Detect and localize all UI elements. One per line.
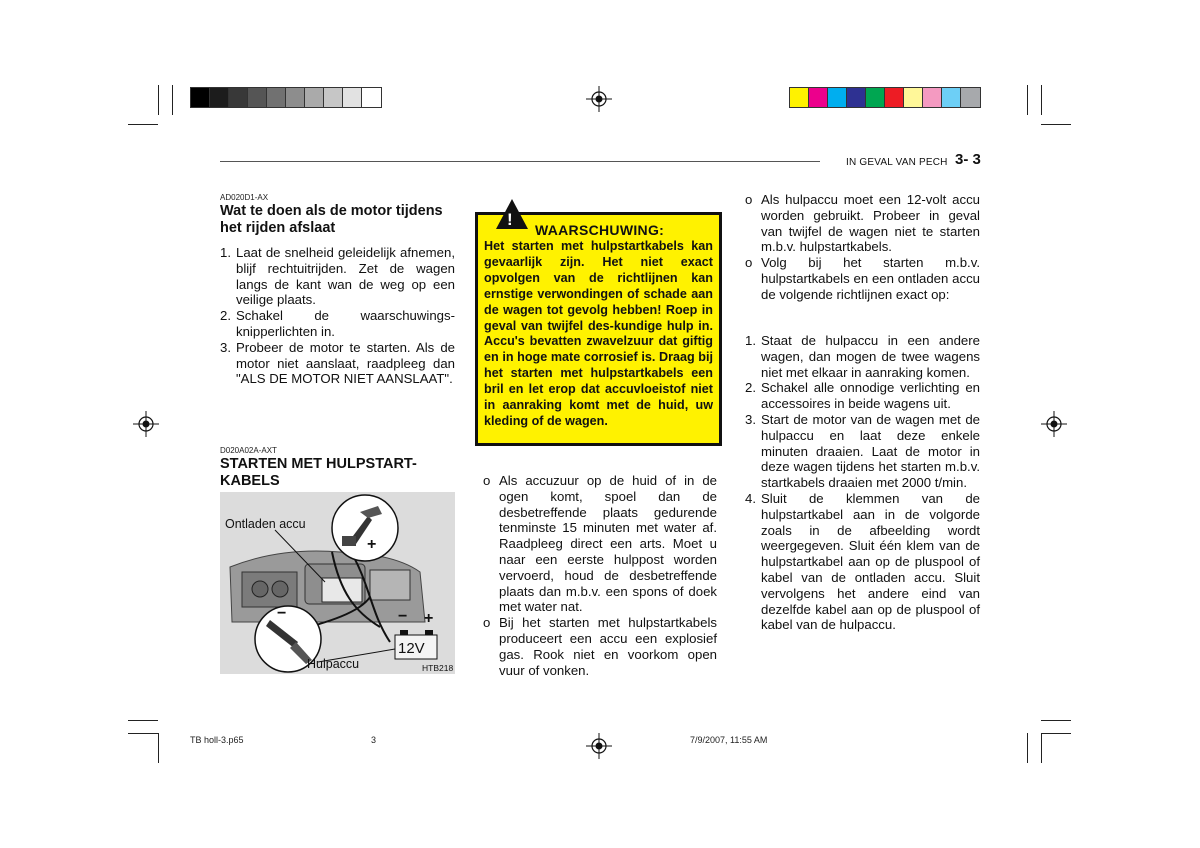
crop-mark [158,733,159,763]
registration-mark-icon [586,733,612,759]
list-item [745,380,980,412]
crop-mark [128,720,158,721]
crop-mark [1041,720,1071,721]
precaution-bullets [745,192,980,303]
list-item [483,473,717,615]
color-swatch [923,88,942,107]
step-text: Staat de hulpaccu in een andere wagen, dan mogen de twee wagens niet met elkaar in aanraking komen. [761,333,980,380]
gray-swatch [229,88,248,107]
gray-swatch [362,88,381,107]
bullet-mark: o [745,192,753,207]
voltage-label: 12V [398,640,425,657]
warning-box [475,212,722,446]
bullet-text: Volg bij het starten m.b.v. hulpstartkabels en een ontladen accu de volgende richtlijnen exact op: [761,255,980,302]
crop-mark [1041,124,1071,125]
step-text: Probeer de motor te starten. Als de motor niet aanslaat, raadpleeg dan "ALS DE MOTOR NIET AANSLAAT". [236,339,455,387]
plus-terminal-label: + [367,536,377,553]
header-rule [220,161,820,162]
bullet-text: Bij het starten met hulpstartkabels produceert een accu een explosief gas. Rook niet en voorkom open vuur of vonken. [499,615,717,678]
step-text: Sluit de klemmen van de hulpstartkabel aan in de volgorde zoals in de afbeelding wordt weergegeven. Sluit één klem van de hulpstartkabel aan op de pluspool of kabel van de ontladen accu. Sluit vervolgens het andere eind van dezelfde kabel aan op de pluspool of kabel van de hulpaccu. [761,490,980,633]
step-text: Start de motor van de wagen met de hulpaccu en laat deze enkele minuten draaien. Laat de motor in deze wagen tijdens het starten m.b.v. startkabels draaien met 2000 t/min. [761,411,980,491]
helper-minus-label: − [398,608,408,625]
section-code: AD020D1-AX [220,193,269,202]
footer-page: 3 [371,735,377,745]
jump-start-steps [745,333,980,633]
gray-swatch [343,88,362,107]
color-swatch [942,88,961,107]
section-title: IN GEVAL VAN PECH [846,157,948,168]
step-number: 2. [745,380,756,396]
list-item [745,412,980,491]
minus-terminal-label: − [277,605,287,622]
crop-mark [128,733,158,734]
steps-list [220,245,455,387]
warning-title: WAARSCHUWING: [535,222,665,238]
crop-mark [1041,85,1042,115]
step-text: Schakel de waarschuwings-knipperlichten in. [236,308,455,339]
section-heading: STARTEN MET HULPSTART-KABELS [220,456,417,489]
gray-swatch [305,88,324,107]
bullet-text: Als hulpaccu moet een 12-volt accu worden gebruikt. Probeer in geval van twijfel de wagen niet te starten m.b.v. hulpstartkabels. [761,192,980,255]
step-number: 4. [745,490,756,506]
gray-swatch [191,88,210,107]
jump-start-illustration [220,492,455,674]
section-heading: Wat te doen als de motor tijdens het rijden afslaat [220,203,443,236]
registration-mark-icon [1041,411,1067,437]
acid-bullets [483,473,717,678]
step-text: Schakel alle onnodige verlichting en accessoires in beide wagens uit. [761,380,980,412]
helper-plus-label: + [424,610,434,627]
step-number: 3. [745,411,756,427]
color-swatch [790,88,809,107]
step-number: 2. [220,308,231,324]
list-item [745,255,980,302]
color-swatch [885,88,904,107]
crop-mark [1041,733,1042,763]
step-number: 1. [220,245,231,260]
list-item [220,245,455,308]
footer-filename: TB holl-3.p65 [190,735,244,745]
bullet-text: Als accuzuur op de huid of in de ogen komt, spoel dan de desbetreffende plaats gedurende tenminste 15 minuten met water af. Raadpleeg direct een arts. Moet u naar een eerste hulppost worden vervoerd, houd de desbetreffende plaats dan m.b.v. een spons of doek met water nat. [499,473,717,615]
list-item [220,340,455,387]
step-text: Laat de snelheid geleidelijk afnemen, blijf rechtuitrijden. Zet de wagen langs de kant wan de weg op een veilige plaats. [236,245,455,308]
list-item [745,192,980,255]
figure-code: HTB218 [422,663,454,673]
list-item [483,615,717,678]
gray-swatch [324,88,343,107]
step-number: 3. [220,339,231,355]
crop-mark [1041,733,1071,734]
color-swatch [828,88,847,107]
footer-timestamp: 7/9/2007, 11:55 AM [690,735,768,745]
page-number: 3- 3 [955,151,981,168]
warning-exclamation: ! [507,210,513,229]
gray-swatch [286,88,305,107]
grayscale-color-bar [190,87,382,108]
color-swatch [847,88,866,107]
color-swatch [809,88,828,107]
gray-swatch [267,88,286,107]
registration-mark-icon [133,411,159,437]
list-item [745,333,980,380]
bullet-mark: o [745,255,753,271]
bullet-mark: o [483,473,491,488]
warning-text: Het starten met hulpstartkabels kan gevaarlijk zijn. Het niet exact opvolgen van de richtlijnen kan ernstige verwondingen of schade aan de wagen tot gevolg hebben! Roep in geval van twijfel des-kundige hulp in. Accu's bevatten zwavelzuur dat giftig en in hoge mate corrosief is. Draag bij het starten met hulpstartkabels een bril en let erop dat accuvloeistof niet in aanraking komt met de huid, uw kleding of de wagen. [484,239,713,428]
process-color-bar [789,87,981,108]
gray-swatch [210,88,229,107]
crop-mark [128,124,158,125]
section-code: D020A02A-AXT [220,446,277,455]
gray-swatch [248,88,267,107]
crop-mark [158,85,159,115]
list-item [745,491,980,633]
crop-mark [172,85,173,115]
helper-battery-label: Hulpaccu [307,657,360,671]
registration-mark-icon [586,86,612,112]
crop-mark [1027,85,1028,115]
dead-battery-label: Ontladen accu [225,517,306,531]
list-item [220,308,455,340]
step-number: 1. [745,333,756,348]
color-swatch [866,88,885,107]
bullet-mark: o [483,615,491,631]
crop-mark [1027,733,1028,763]
color-swatch [961,88,980,107]
color-swatch [904,88,923,107]
